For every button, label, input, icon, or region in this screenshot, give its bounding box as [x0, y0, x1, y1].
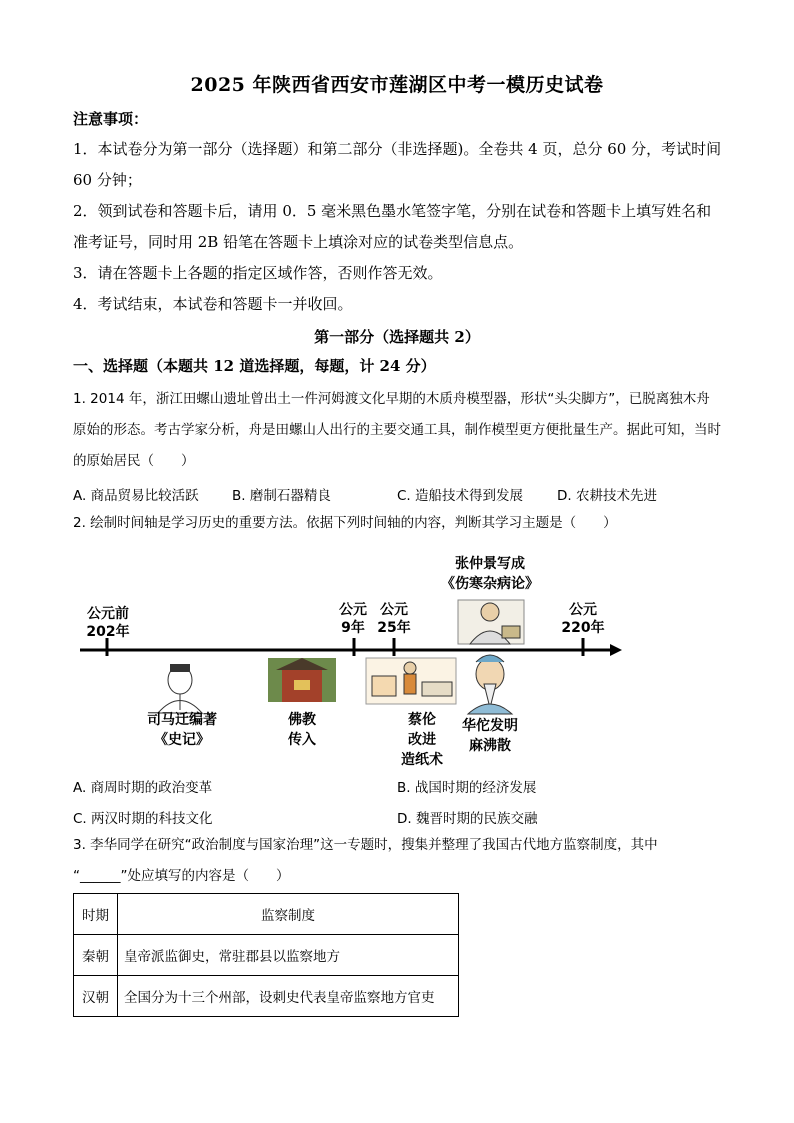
question-2-stem: 2. 绘制时间轴是学习历史的重要方法。依据下列时间轴的内容，判断其学习主题是（ ）: [73, 515, 617, 531]
table-header-period: 时期: [74, 894, 118, 935]
notice-item-1: 1．本试卷分为第一部分（选择题）和第二部分（非选择题)。全卷共 4 页，总分 60 分，考试时间 60 分钟；: [73, 140, 722, 189]
huatuo-portrait-icon: [468, 655, 512, 714]
question-1-stem: 1. 2014 年，浙江田螺山遗址曾出土一件河姆渡文化早期的木质舟模型器，形状“头尖脚方”，已脱离独木舟原始的形态。考古学家分析，舟是田螺山人出行的主要交通工具，制作模型更方便批量生产。据此可知，当时的原始居民（ ）: [73, 391, 721, 469]
simaqian-portrait-icon: [158, 664, 202, 713]
zhangzhongjing-portrait-icon: [458, 600, 524, 644]
question-3-stem-line1: 3. 李华同学在研究“政治制度与国家治理”这一专题时，搜集并整理了我国古代地方监察制度，其中: [73, 837, 658, 853]
event-huatuo-l1: 华佗发明: [462, 718, 518, 734]
section1-heading: 一、选择题（本题共 12 道选择题，每题，计 24 分）: [73, 357, 436, 375]
event-cailun-l2: 改进: [408, 732, 436, 748]
event-zhangzhongjing-l1: 张仲景写成: [455, 556, 525, 572]
question-3-stem-line2: “______”处应填写的内容是（ ）: [73, 868, 290, 884]
buddhist-temple-photo-icon: [268, 658, 336, 702]
notice-item-3: 3．请在答题卡上各题的指定区域作答，否则作答无效。: [73, 264, 443, 282]
tick-label-9ad-l2: 9年: [341, 620, 365, 636]
table-cell-period: 汉朝: [74, 976, 118, 1017]
cailun-papermaking-icon: [366, 658, 456, 704]
table-cell-system: 全国分为十三个州部，设刺史代表皇帝监察地方官吏: [118, 976, 459, 1017]
event-zhangzhongjing-l2: 《伤寒杂病论》: [441, 576, 539, 592]
event-cailun-l3: 造纸术: [401, 752, 443, 768]
timeline-figure: [70, 548, 630, 768]
tick-label-9ad-l1: 公元: [339, 602, 367, 618]
q2-option-b[interactable]: B. 战国时期的经济发展: [397, 780, 537, 796]
q1-option-d[interactable]: D. 农耕技术先进: [557, 488, 657, 504]
event-buddhism-l1: 佛教: [288, 712, 316, 728]
table-header-row: [74, 894, 459, 935]
notice-item-2: 2．领到试卷和答题卡后，请用 0．5 毫米黑色墨水笔签字笔，分别在试卷和答题卡上填写姓名和准考证号，同时用 2B 铅笔在答题卡上填涂对应的试卷类型信息点。: [73, 202, 712, 251]
tick-label-202bc-l2: 202年: [86, 624, 130, 640]
q1-option-a[interactable]: A. 商品贸易比较活跃: [73, 488, 199, 504]
exam-title: 2025 年陕西省西安市莲湖区中考一模历史试卷: [190, 74, 604, 96]
tick-label-202bc-l1: 公元前: [87, 606, 129, 622]
q2-option-c[interactable]: C. 两汉时期的科技文化: [73, 811, 213, 827]
table-row: [74, 935, 459, 976]
tick-label-25ad-l2: 25年: [377, 620, 411, 636]
tick-label-220ad-l1: 公元: [569, 602, 597, 618]
event-simaqian-l1: 司马迁编著: [147, 712, 217, 728]
event-simaqian-l2: 《史记》: [154, 732, 210, 748]
table-cell-system: 皇帝派监御史，常驻郡县以监察地方: [118, 935, 459, 976]
event-cailun-l1: 蔡伦: [408, 712, 436, 728]
event-buddhism-l2: 传入: [288, 732, 316, 748]
part1-heading: 第一部分（选择题共 2）: [314, 328, 480, 346]
supervision-table: [73, 893, 459, 1017]
q1-option-b[interactable]: B. 磨制石器精良: [232, 488, 331, 504]
table-row: [74, 976, 459, 1017]
q2-option-a[interactable]: A. 商周时期的政治变革: [73, 780, 213, 796]
tick-label-25ad-l1: 公元: [380, 602, 408, 618]
tick-label-220ad-l2: 220年: [561, 620, 605, 636]
notice-heading: 注意事项：: [73, 110, 149, 128]
timeline-arrow-icon: [610, 644, 622, 656]
q1-option-c[interactable]: C. 造船技术得到发展: [397, 488, 524, 504]
q2-option-d[interactable]: D. 魏晋时期的民族交融: [397, 811, 538, 827]
table-cell-period: 秦朝: [74, 935, 118, 976]
table-header-system: 监察制度: [118, 894, 459, 935]
event-huatuo-l2: 麻沸散: [469, 738, 511, 754]
notice-item-4: 4．考试结束，本试卷和答题卡一并收回。: [73, 295, 353, 313]
